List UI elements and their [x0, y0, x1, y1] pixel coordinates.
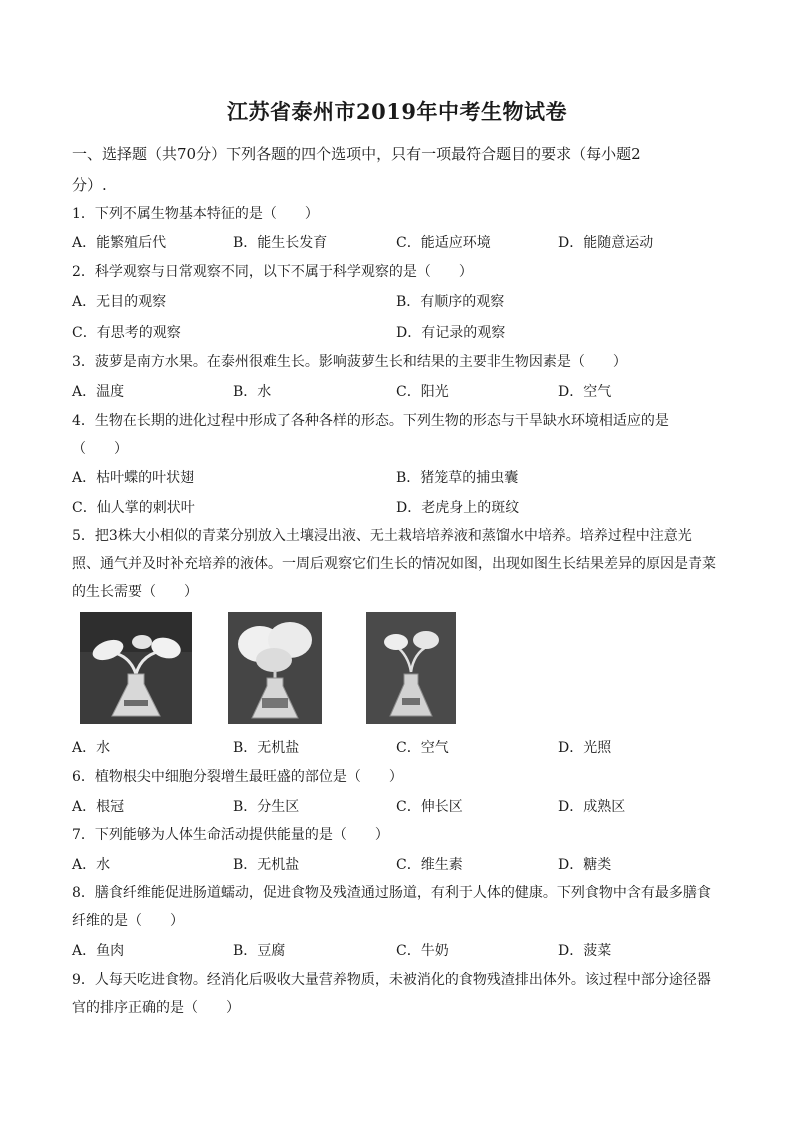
question-8-option-d: D．菠菜: [558, 943, 612, 959]
question-3-stem: 3．菠萝是南方水果。在泰州很难生长。影响菠萝生长和结果的主要非生物因素是（ ）: [72, 354, 627, 370]
question-5-stem-line3: 的生长需要（ ）: [72, 584, 198, 600]
question-7-stem: 7．下列能够为人体生命活动提供能量的是（ ）: [72, 827, 389, 843]
question-3-option-a: A．温度: [72, 384, 125, 400]
section-instructions-line2: 分）.: [72, 176, 107, 194]
question-5-option-b: B．无机盐: [233, 740, 300, 756]
question-5-stem-line2: 照、通气并及时补充培养的液体。一周后观察它们生长的情况如图，出现如图生长结果差异的原因是青菜: [72, 556, 716, 572]
plant-photo-1-drawing: [80, 612, 192, 724]
question-2-option-c: C．有思考的观察: [72, 325, 181, 341]
question-6-option-a: A．根冠: [72, 799, 125, 815]
question-8-option-c: C．牛奶: [396, 943, 449, 959]
question-1-stem: 1．下列不属生物基本特征的是（ ）: [72, 206, 319, 222]
question-7-option-d: D．糖类: [558, 857, 612, 873]
plant-photo-3-drawing: [366, 612, 456, 724]
question-6-stem: 6．植物根尖中细胞分裂增生最旺盛的部位是（ ）: [72, 769, 403, 785]
question-5-stem-line1: 5．把3株大小相似的青菜分别放入土壤浸出液、无土栽培培养液和蒸馏水中培养。培养过程中注意光: [72, 528, 692, 544]
question-2-stem: 2．科学观察与日常观察不同，以下不属于科学观察的是（ ）: [72, 264, 473, 280]
question-8-stem-line2: 纤维的是（ ）: [72, 913, 184, 929]
plant-photo-1: [80, 612, 192, 724]
question-6-option-c: C．伸长区: [396, 799, 463, 815]
plant-photo-2: [228, 612, 322, 724]
question-7-option-c: C．维生素: [396, 857, 463, 873]
question-6-option-b: B．分生区: [233, 799, 300, 815]
question-8-stem-line1: 8．膳食纤维能促进肠道蠕动，促进食物及残渣通过肠道，有利于人体的健康。下列食物中含有最多膳食: [72, 885, 711, 901]
question-4-stem-line1: 4．生物在长期的进化过程中形成了各种各样的形态。下列生物的形态与干旱缺水环境相适应的是: [72, 413, 669, 429]
question-9-stem-line1: 9．人每天吃进食物。经消化后吸收大量营养物质，未被消化的食物残渣排出体外。该过程中部分途径器: [72, 972, 711, 988]
question-7-option-b: B．无机盐: [233, 857, 300, 873]
question-4-option-b: B．猪笼草的捕虫囊: [396, 470, 519, 486]
question-5-option-a: A．水: [72, 740, 111, 756]
question-9-stem-line2: 官的排序正确的是（ ）: [72, 1000, 240, 1016]
question-7-option-a: A．水: [72, 857, 111, 873]
question-1-option-b: B．能生长发育: [233, 235, 328, 251]
question-3-option-b: B．水: [233, 384, 272, 400]
question-8-option-a: A．鱼肉: [72, 943, 125, 959]
question-2-option-a: A．无目的观察: [72, 294, 167, 310]
question-2-option-b: B．有顺序的观察: [396, 294, 505, 310]
plant-photo-2-drawing: [228, 612, 322, 724]
question-3-option-c: C．阳光: [396, 384, 449, 400]
page-title: 江苏省泰州市2019年中考生物试卷: [227, 99, 567, 124]
question-4-option-a: A．枯叶蝶的叶状翅: [72, 470, 195, 486]
question-4-option-c: C．仙人掌的刺状叶: [72, 500, 195, 516]
question-3-option-d: D．空气: [558, 384, 612, 400]
question-1-option-d: D．能随意运动: [558, 235, 654, 251]
question-8-option-b: B．豆腐: [233, 943, 286, 959]
question-4-stem-line2: （ ）: [72, 441, 128, 457]
question-4-option-d: D．老虎身上的斑纹: [396, 500, 520, 516]
section-instructions-line1: 一、选择题（共70分）下列各题的四个选项中，只有一项最符合题目的要求（每小题2: [72, 145, 641, 163]
question-6-option-d: D．成熟区: [558, 799, 626, 815]
question-1-option-c: C．能适应环境: [396, 235, 491, 251]
question-5-option-d: D．光照: [558, 740, 612, 756]
question-2-option-d: D．有记录的观察: [396, 325, 506, 341]
question-1-option-a: A．能繁殖后代: [72, 235, 167, 251]
plant-photo-3: [366, 612, 456, 724]
question-5-option-c: C．空气: [396, 740, 449, 756]
